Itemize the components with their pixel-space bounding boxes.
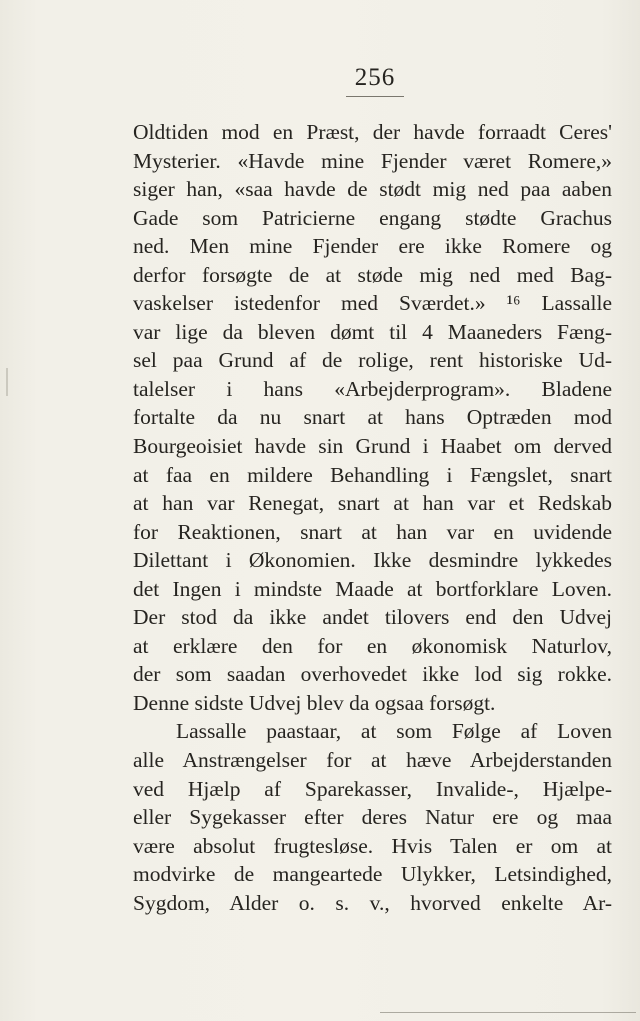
text-line: var lige da bleven dømt til 4 Maaneders Fæng- — [133, 319, 612, 344]
paragraph-first-line: Lassalle paastaar, at som Følge af Loven — [176, 719, 612, 744]
text-line: talelser i hans «Arbejderprogram». Bladene — [133, 376, 612, 401]
text-line: Gade som Patricierne engang stødte Grachus — [133, 205, 612, 230]
text-line: Mysterier. «Havde mine Fjender været Romere,» — [133, 148, 612, 173]
text-line: Denne sidste Udvej blev da ogsaa forsøgt. — [133, 690, 496, 715]
text-line: for Reaktionen, snart at han var en uvidende — [133, 519, 612, 544]
text-line: siger han, «saa havde de stødt mig ned paa aaben — [133, 177, 612, 202]
text-line: Sygdom, Alder o. s. v., hvorved enkelte Ar- — [133, 890, 612, 915]
text-line: at erklære den for en økonomisk Naturlov, — [133, 633, 612, 658]
text-line: være absolut frugtesløse. Hvis Talen er om at — [133, 833, 612, 858]
text-line: modvirke de mangeartede Ulykker, Letsindighed, — [133, 862, 612, 887]
text-line: eller Sygekasser efter deres Natur ere og maa — [133, 805, 612, 830]
text-line: sel paa Grund af de rolige, rent historiske Ud- — [133, 348, 612, 373]
text-line: Der stod da ikke andet tilovers end den Udvej — [133, 605, 612, 630]
page-number: 256 — [354, 64, 396, 91]
body-text — [133, 118, 612, 917]
text-line: ned. Men mine Fjender ere ikke Romere og — [133, 234, 612, 259]
text-line: at han var Renegat, snart at han var et Redskab — [133, 491, 612, 516]
bottom-edge-line — [380, 1012, 636, 1013]
text-line: det Ingen i mindste Maade at bortforklare Loven. — [133, 576, 612, 601]
page-number-rule — [346, 96, 404, 97]
text-line: der som saadan overhovedet ikke lod sig rokke. — [133, 662, 612, 687]
text-line: Oldtiden mod en Præst, der havde forraadt Ceres' — [133, 120, 612, 144]
text-line: fortalte da nu snart at hans Optræden mod — [133, 405, 612, 430]
text-line: vaskelser istedenfor med Sværdet.» ¹⁶ Lassalle — [133, 291, 612, 316]
text-line: derfor forsøgte de at støde mig ned med Bag- — [133, 262, 612, 287]
text-line: ved Hjælp af Sparekasser, Invalide-, Hjælpe- — [133, 776, 612, 801]
text-line: Dilettant i Økonomien. Ikke desmindre lykkedes — [133, 548, 612, 573]
text-line: Bourgeoisiet havde sin Grund i Haabet om derved — [133, 434, 612, 459]
text-line: alle Anstrængelser for at hæve Arbejderstanden — [133, 748, 612, 773]
text-line: at faa en mildere Behandling i Fængslet, snart — [133, 462, 612, 487]
page-edge-mark — [6, 368, 8, 396]
